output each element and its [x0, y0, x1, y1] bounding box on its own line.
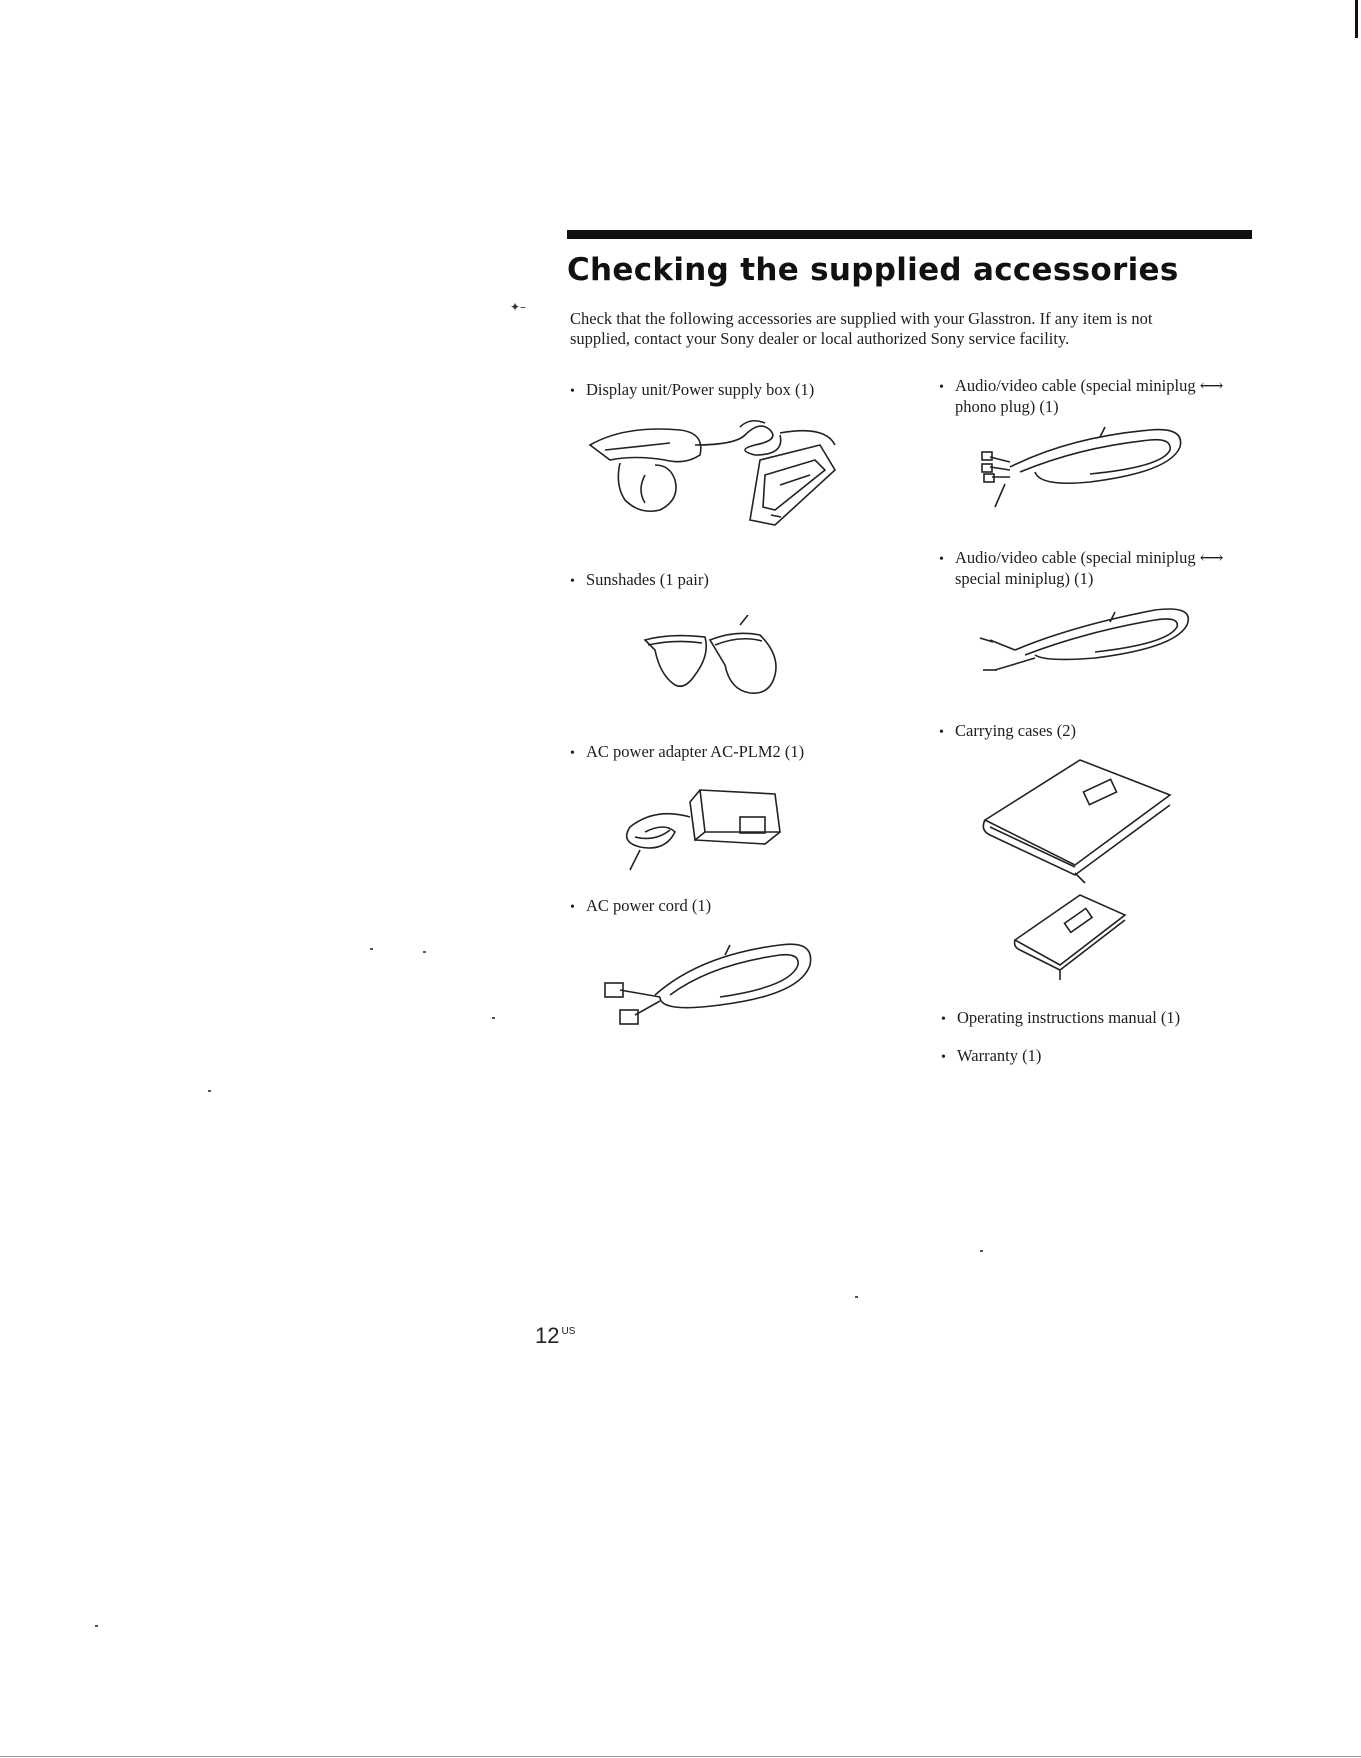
item-label: Carrying cases (2)	[955, 721, 1076, 740]
list-item	[570, 570, 709, 591]
item-label: AC power cord (1)	[586, 896, 712, 915]
bullet: •	[939, 552, 944, 567]
scan-speck	[855, 1296, 858, 1298]
item-label: AC power adapter AC-PLM2 (1)	[586, 742, 805, 761]
bullet: •	[570, 574, 575, 589]
item-label: Sunshades (1 pair)	[586, 570, 709, 589]
scan-speck	[980, 1250, 983, 1252]
page-bottom-edge	[0, 1756, 1361, 1757]
registration-mark: ✦–	[510, 300, 527, 314]
display-unit-power-box-illustration	[585, 415, 855, 535]
list-item	[939, 548, 1223, 588]
bullet: •	[939, 725, 944, 740]
item-label: Warranty (1)	[957, 1046, 1042, 1065]
page-title: Checking the supplied accessories	[567, 252, 1179, 288]
ac-power-adapter-illustration	[615, 782, 790, 877]
list-item	[570, 742, 804, 763]
page-number-suffix: US	[561, 1326, 576, 1337]
bullet: •	[570, 384, 575, 399]
bullet: •	[570, 900, 575, 915]
carrying-cases-illustration	[975, 755, 1175, 985]
list-item	[939, 376, 1223, 416]
list-item	[570, 380, 814, 401]
item-label-continued: phono plug) (1)	[955, 397, 1059, 416]
bullet: •	[941, 1050, 946, 1065]
item-label: Audio/video cable (special miniplug ⟷	[955, 376, 1224, 395]
page-number	[535, 1323, 575, 1349]
av-cable-miniplug-illustration	[975, 600, 1200, 680]
scan-speck	[208, 1090, 211, 1092]
item-label: Display unit/Power supply box (1)	[586, 380, 815, 399]
bullet: •	[570, 746, 575, 761]
list-item	[570, 896, 711, 917]
bullet: •	[941, 1012, 946, 1027]
bullet: •	[939, 380, 944, 395]
scan-speck	[492, 1017, 495, 1019]
scan-speck	[370, 948, 373, 950]
page-number-value: 12	[535, 1323, 560, 1348]
sunshades-illustration	[640, 615, 810, 705]
scan-speck	[95, 1625, 98, 1627]
list-item	[941, 1046, 1041, 1067]
av-cable-phono-illustration	[980, 422, 1190, 512]
list-item	[941, 1008, 1180, 1029]
item-label-continued: special miniplug) (1)	[955, 569, 1094, 588]
list-item	[939, 721, 1076, 742]
title-rule	[567, 230, 1252, 239]
scan-speck	[423, 951, 426, 953]
page-edge-mark	[1355, 0, 1358, 38]
ac-power-cord-illustration	[600, 935, 820, 1030]
item-label: Operating instructions manual (1)	[957, 1008, 1181, 1027]
item-label: Audio/video cable (special miniplug ⟷	[955, 548, 1224, 567]
intro-paragraph: Check that the following accessories are supplied with your Glasstron. If any item is not supplied, contact your Sony dealer or local authorized Sony service facility.	[570, 309, 1153, 348]
